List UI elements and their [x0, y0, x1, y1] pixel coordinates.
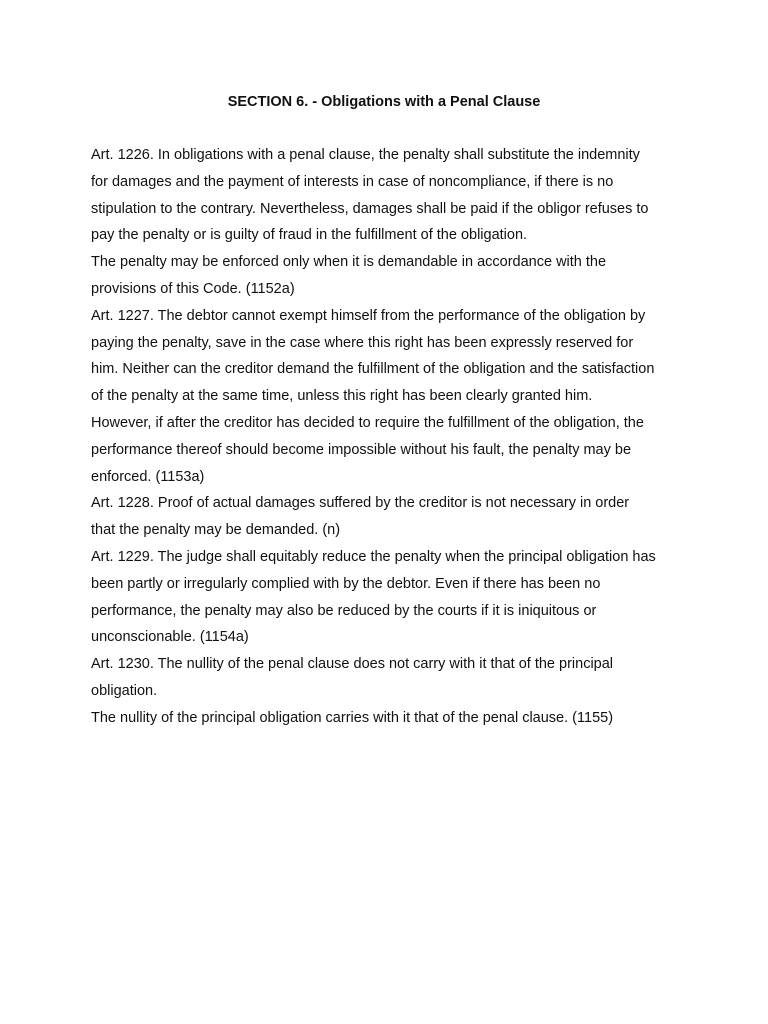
text-line: performance, the penalty may also be reduced by the courts if it is iniquitous or: [91, 602, 597, 619]
text-line: Art. 1227. The debtor cannot exempt himself from the performance of the obligation by: [91, 307, 646, 324]
text-line: unconscionable. (1154a): [91, 629, 249, 646]
document-body: [91, 142, 691, 732]
text-line: performance thereof should become impossible without his fault, the penalty may be: [91, 441, 632, 458]
text-line: Art. 1228. Proof of actual damages suffered by the creditor is not necessary in order: [91, 495, 630, 512]
text-line: provisions of this Code. (1152a): [91, 280, 295, 297]
text-line: for damages and the payment of interests in case of noncompliance, if there is no: [91, 173, 614, 190]
text-line: Art. 1226. In obligations with a penal clause, the penalty shall substitute the indemnity: [91, 147, 640, 163]
text-line: obligation.: [91, 682, 158, 699]
section-title: SECTION 6. - Obligations with a Penal Clause: [227, 94, 541, 110]
text-line: paying the penalty, save in the case where this right has been expressly reserved for: [91, 334, 634, 351]
text-line: him. Neither can the creditor demand the fulfillment of the obligation and the satisfaction: [91, 361, 655, 378]
text-line: Art. 1230. The nullity of the penal clause does not carry with it that of the principal: [91, 656, 614, 673]
text-line: Art. 1229. The judge shall equitably reduce the penalty when the principal obligation has: [91, 548, 656, 565]
text-line: that the penalty may be demanded. (n): [91, 522, 341, 539]
text-line: However, if after the creditor has decided to require the fulfillment of the obligation, the: [91, 414, 644, 431]
text-line: stipulation to the contrary. Nevertheless, damages shall be paid if the obligor refuses to: [91, 200, 649, 217]
text-line: pay the penalty or is guilty of fraud in the fulfillment of the obligation.: [91, 227, 528, 244]
text-line: The nullity of the principal obligation carries with it that of the penal clause. (1155): [91, 709, 614, 726]
text-line: enforced. (1153a): [91, 468, 205, 485]
text-line: The penalty may be enforced only when it is demandable in accordance with the: [91, 254, 607, 271]
text-line: of the penalty at the same time, unless this right has been clearly granted him.: [91, 388, 593, 405]
text-line: been partly or irregularly complied with by the debtor. Even if there has been no: [91, 575, 601, 592]
